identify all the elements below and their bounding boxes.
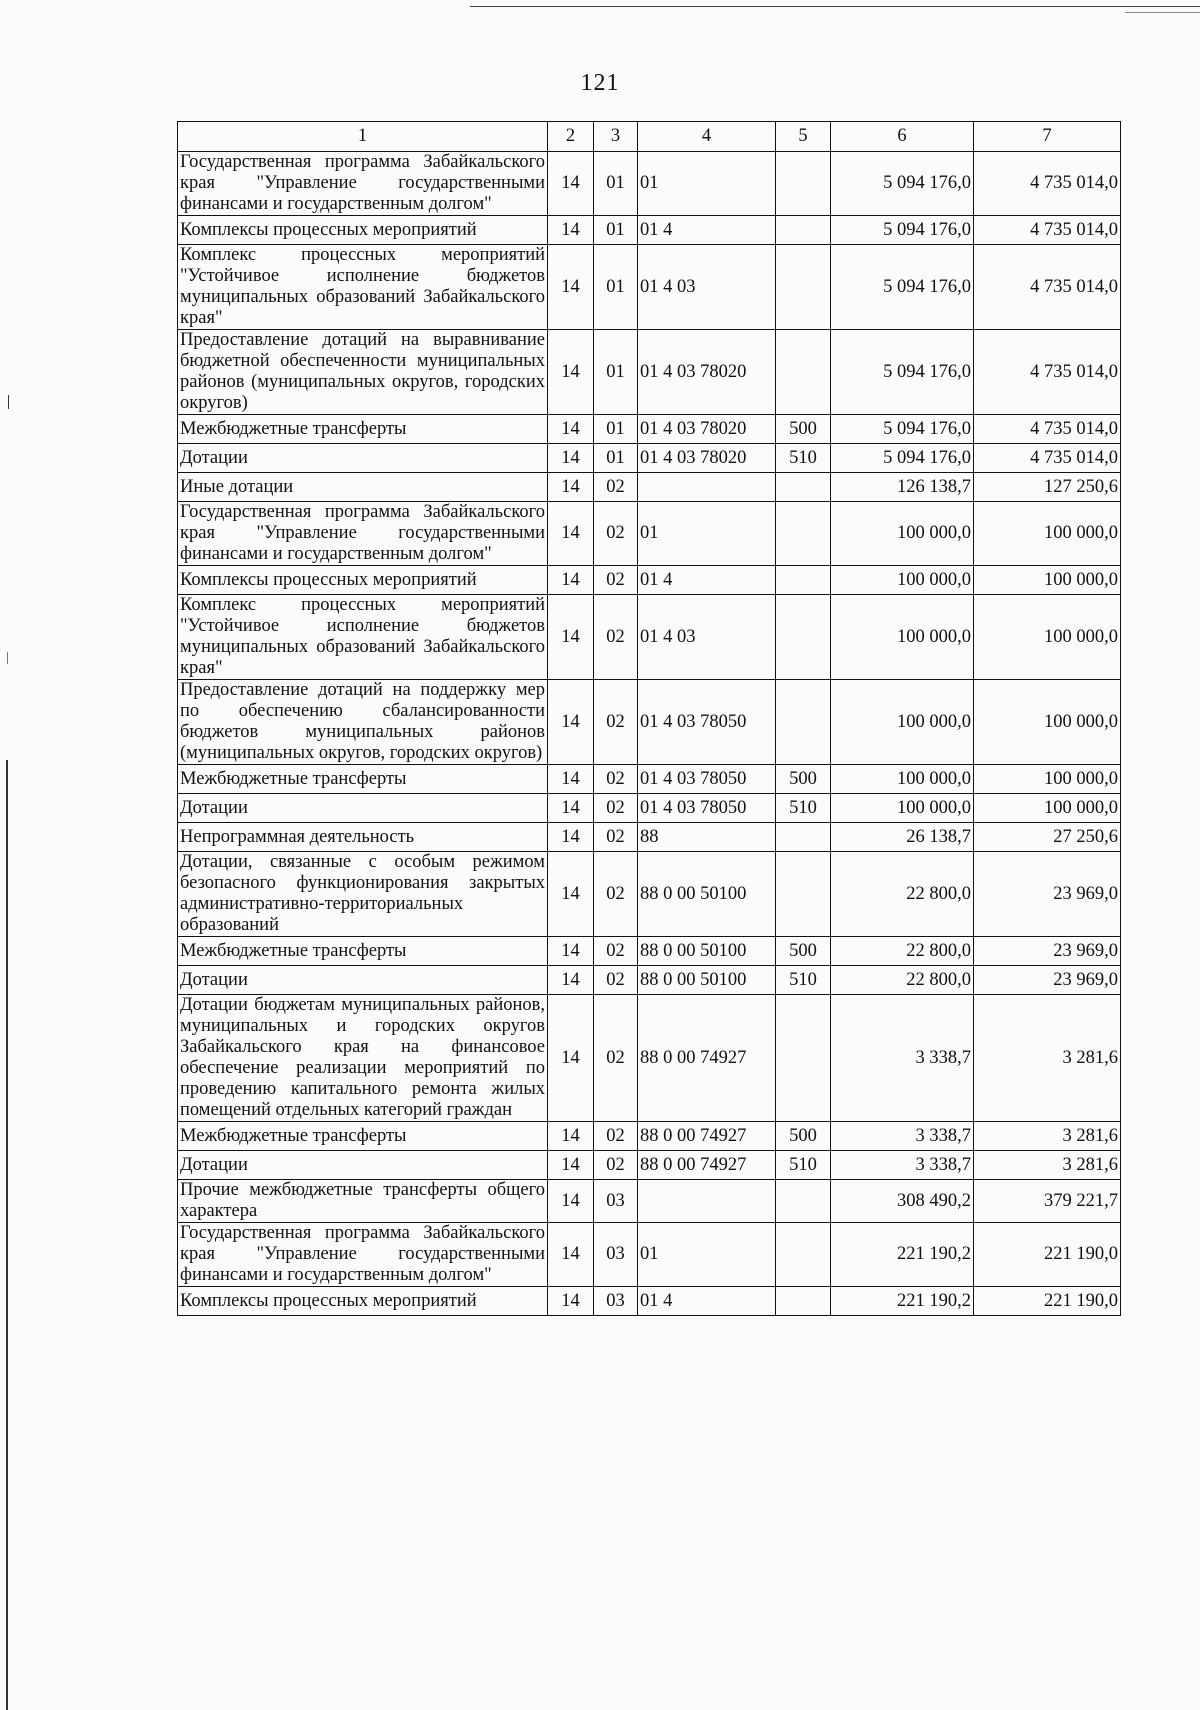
- cell-target-code: 01 4 03 78050: [638, 765, 776, 794]
- cell-amount-year1: 100 000,0: [831, 502, 974, 566]
- cell-section: 14: [548, 794, 594, 823]
- cell-section: 14: [548, 937, 594, 966]
- cell-target-code: 01: [638, 152, 776, 216]
- table-row: [178, 680, 1121, 765]
- cell-amount-year2: 100 000,0: [974, 595, 1121, 680]
- cell-expense-type: [776, 502, 831, 566]
- cell-expense-type: [776, 1287, 831, 1316]
- cell-target-code: 01 4 03: [638, 245, 776, 330]
- cell-amount-year1: 3 338,7: [831, 995, 974, 1122]
- cell-subsection: 02: [594, 995, 638, 1122]
- cell-target-code: 01 4: [638, 566, 776, 595]
- table-row: [178, 444, 1121, 473]
- table-row: [178, 566, 1121, 595]
- cell-amount-year2: 3 281,6: [974, 1151, 1121, 1180]
- cell-amount-year2: 100 000,0: [974, 765, 1121, 794]
- cell-amount-year2: 4 735 014,0: [974, 415, 1121, 444]
- cell-subsection: 01: [594, 330, 638, 415]
- cell-name: Межбюджетные трансферты: [178, 937, 548, 966]
- cell-amount-year1: 5 094 176,0: [831, 216, 974, 245]
- cell-expense-type: 510: [776, 794, 831, 823]
- table-row: [178, 1151, 1121, 1180]
- table-row: [178, 1122, 1121, 1151]
- cell-subsection: 02: [594, 966, 638, 995]
- cell-amount-year2: 221 190,0: [974, 1287, 1121, 1316]
- cell-expense-type: [776, 1223, 831, 1287]
- table-row: [178, 415, 1121, 444]
- cell-section: 14: [548, 216, 594, 245]
- cell-amount-year1: 26 138,7: [831, 823, 974, 852]
- left-scan-tick: [7, 652, 8, 664]
- cell-amount-year2: 23 969,0: [974, 852, 1121, 937]
- table-row: [178, 502, 1121, 566]
- cell-amount-year2: 379 221,7: [974, 1180, 1121, 1223]
- cell-section: 14: [548, 765, 594, 794]
- cell-target-code: 01 4 03 78020: [638, 330, 776, 415]
- left-scan-tick: [8, 395, 9, 409]
- header-col-6: 6: [831, 122, 974, 152]
- cell-name: Дотации бюджетам муниципальных районов, муниципальных и городских округов Забайкальского края на финансовое обеспечение реализации мероприятий по проведению капитального ремонта жилых помещений отдельных категорий граждан: [178, 995, 548, 1122]
- header-col-4: 4: [638, 122, 776, 152]
- cell-target-code: 01 4 03 78020: [638, 415, 776, 444]
- cell-amount-year1: 22 800,0: [831, 852, 974, 937]
- cell-subsection: 02: [594, 502, 638, 566]
- cell-amount-year2: 100 000,0: [974, 680, 1121, 765]
- cell-target-code: 88 0 00 74927: [638, 1151, 776, 1180]
- header-col-1: 1: [178, 122, 548, 152]
- cell-subsection: 03: [594, 1223, 638, 1287]
- table-row: [178, 1287, 1121, 1316]
- cell-name: Государственная программа Забайкальского края "Управление государственными финансами и государственным долгом": [178, 152, 548, 216]
- table-row: [178, 823, 1121, 852]
- cell-expense-type: [776, 473, 831, 502]
- header-col-5: 5: [776, 122, 831, 152]
- cell-target-code: 01 4: [638, 1287, 776, 1316]
- cell-amount-year2: 221 190,0: [974, 1223, 1121, 1287]
- cell-name: Иные дотации: [178, 473, 548, 502]
- table-row: [178, 966, 1121, 995]
- cell-name: Предоставление дотаций на поддержку мер по обеспечению сбалансированности бюджетов муниципальных районов (муниципальных округов, городских округов): [178, 680, 548, 765]
- cell-section: 14: [548, 1287, 594, 1316]
- cell-expense-type: 500: [776, 1122, 831, 1151]
- cell-amount-year2: 100 000,0: [974, 502, 1121, 566]
- table-row: [178, 330, 1121, 415]
- header-col-2: 2: [548, 122, 594, 152]
- cell-section: 14: [548, 1151, 594, 1180]
- table-row: [178, 852, 1121, 937]
- cell-section: 14: [548, 1122, 594, 1151]
- cell-expense-type: 510: [776, 966, 831, 995]
- cell-section: 14: [548, 1180, 594, 1223]
- cell-section: 14: [548, 444, 594, 473]
- cell-expense-type: [776, 680, 831, 765]
- table-row: [178, 794, 1121, 823]
- cell-amount-year1: 3 338,7: [831, 1122, 974, 1151]
- cell-target-code: 01 4: [638, 216, 776, 245]
- cell-subsection: 01: [594, 444, 638, 473]
- cell-section: 14: [548, 1223, 594, 1287]
- cell-target-code: 01 4 03 78050: [638, 680, 776, 765]
- cell-target-code: 88 0 00 50100: [638, 852, 776, 937]
- cell-amount-year2: 23 969,0: [974, 966, 1121, 995]
- cell-expense-type: [776, 566, 831, 595]
- cell-name: Государственная программа Забайкальского края "Управление государственными финансами и государственным долгом": [178, 1223, 548, 1287]
- cell-name: Комплекс процессных мероприятий "Устойчивое исполнение бюджетов муниципальных образований Забайкальского края": [178, 245, 548, 330]
- cell-subsection: 02: [594, 765, 638, 794]
- cell-section: 14: [548, 852, 594, 937]
- cell-expense-type: 500: [776, 415, 831, 444]
- cell-expense-type: [776, 216, 831, 245]
- cell-expense-type: [776, 995, 831, 1122]
- cell-section: 14: [548, 330, 594, 415]
- cell-amount-year1: 100 000,0: [831, 765, 974, 794]
- cell-name: Дотации: [178, 1151, 548, 1180]
- cell-expense-type: [776, 1180, 831, 1223]
- cell-amount-year2: 3 281,6: [974, 1122, 1121, 1151]
- table-header-row: [178, 122, 1121, 152]
- cell-target-code: 01: [638, 502, 776, 566]
- cell-target-code: 01 4 03 78050: [638, 794, 776, 823]
- cell-expense-type: [776, 152, 831, 216]
- cell-amount-year1: 5 094 176,0: [831, 444, 974, 473]
- cell-expense-type: [776, 245, 831, 330]
- cell-section: 14: [548, 966, 594, 995]
- table-row: [178, 765, 1121, 794]
- cell-target-code: 88 0 00 50100: [638, 937, 776, 966]
- cell-target-code: 88 0 00 50100: [638, 966, 776, 995]
- cell-name: Межбюджетные трансферты: [178, 765, 548, 794]
- cell-expense-type: [776, 823, 831, 852]
- cell-subsection: 01: [594, 415, 638, 444]
- cell-target-code: 88 0 00 74927: [638, 1122, 776, 1151]
- cell-section: 14: [548, 245, 594, 330]
- cell-amount-year2: 4 735 014,0: [974, 216, 1121, 245]
- cell-amount-year2: 4 735 014,0: [974, 245, 1121, 330]
- cell-expense-type: [776, 595, 831, 680]
- cell-subsection: 01: [594, 216, 638, 245]
- cell-subsection: 02: [594, 794, 638, 823]
- cell-expense-type: [776, 852, 831, 937]
- cell-amount-year1: 221 190,2: [831, 1287, 974, 1316]
- cell-name: Межбюджетные трансферты: [178, 1122, 548, 1151]
- cell-amount-year1: 100 000,0: [831, 595, 974, 680]
- cell-amount-year1: 221 190,2: [831, 1223, 974, 1287]
- cell-target-code: 01 4 03: [638, 595, 776, 680]
- cell-subsection: 03: [594, 1287, 638, 1316]
- top-scan-rule: [470, 6, 1200, 7]
- cell-expense-type: 500: [776, 765, 831, 794]
- table-row: [178, 1223, 1121, 1287]
- left-scan-mark: [6, 760, 8, 1710]
- cell-name: Предоставление дотаций на выравнивание бюджетной обеспеченности муниципальных районов (муниципальных округов, городских округов): [178, 330, 548, 415]
- cell-amount-year2: 4 735 014,0: [974, 152, 1121, 216]
- cell-amount-year2: 27 250,6: [974, 823, 1121, 852]
- cell-name: Дотации: [178, 794, 548, 823]
- cell-subsection: 03: [594, 1180, 638, 1223]
- cell-amount-year2: 3 281,6: [974, 995, 1121, 1122]
- table-row: [178, 245, 1121, 330]
- cell-amount-year1: 22 800,0: [831, 966, 974, 995]
- cell-amount-year1: 308 490,2: [831, 1180, 974, 1223]
- cell-amount-year2: 127 250,6: [974, 473, 1121, 502]
- cell-subsection: 02: [594, 852, 638, 937]
- cell-expense-type: 510: [776, 444, 831, 473]
- table-row: [178, 937, 1121, 966]
- cell-amount-year1: 5 094 176,0: [831, 152, 974, 216]
- cell-subsection: 02: [594, 823, 638, 852]
- table-row: [178, 473, 1121, 502]
- cell-target-code: 01: [638, 1223, 776, 1287]
- cell-section: 14: [548, 473, 594, 502]
- cell-name: Межбюджетные трансферты: [178, 415, 548, 444]
- cell-name: Непрограммная деятельность: [178, 823, 548, 852]
- cell-amount-year1: 5 094 176,0: [831, 245, 974, 330]
- cell-name: Дотации: [178, 444, 548, 473]
- cell-subsection: 01: [594, 152, 638, 216]
- cell-amount-year1: 5 094 176,0: [831, 415, 974, 444]
- cell-subsection: 02: [594, 595, 638, 680]
- cell-section: 14: [548, 595, 594, 680]
- header-col-7: 7: [974, 122, 1121, 152]
- cell-target-code: [638, 473, 776, 502]
- table-row: [178, 216, 1121, 245]
- cell-section: 14: [548, 823, 594, 852]
- cell-target-code: [638, 1180, 776, 1223]
- cell-expense-type: 500: [776, 937, 831, 966]
- header-col-3: 3: [594, 122, 638, 152]
- table-body: [178, 152, 1121, 1316]
- cell-expense-type: 510: [776, 1151, 831, 1180]
- table-row: [178, 1180, 1121, 1223]
- cell-amount-year1: 100 000,0: [831, 680, 974, 765]
- cell-subsection: 01: [594, 245, 638, 330]
- cell-subsection: 02: [594, 1122, 638, 1151]
- cell-name: Комплекс процессных мероприятий "Устойчивое исполнение бюджетов муниципальных образований Забайкальского края": [178, 595, 548, 680]
- cell-amount-year1: 3 338,7: [831, 1151, 974, 1180]
- cell-amount-year2: 4 735 014,0: [974, 444, 1121, 473]
- cell-amount-year1: 126 138,7: [831, 473, 974, 502]
- page-number: 121: [580, 70, 620, 96]
- cell-subsection: 02: [594, 680, 638, 765]
- cell-expense-type: [776, 330, 831, 415]
- cell-amount-year1: 22 800,0: [831, 937, 974, 966]
- cell-subsection: 02: [594, 1151, 638, 1180]
- budget-table: [177, 121, 1121, 1316]
- cell-subsection: 02: [594, 566, 638, 595]
- table-row: [178, 595, 1121, 680]
- cell-amount-year2: 100 000,0: [974, 794, 1121, 823]
- cell-section: 14: [548, 566, 594, 595]
- cell-name: Прочие межбюджетные трансферты общего характера: [178, 1180, 548, 1223]
- cell-target-code: 88: [638, 823, 776, 852]
- cell-amount-year1: 100 000,0: [831, 794, 974, 823]
- cell-name: Комплексы процессных мероприятий: [178, 1287, 548, 1316]
- cell-subsection: 02: [594, 473, 638, 502]
- table-row: [178, 152, 1121, 216]
- cell-section: 14: [548, 995, 594, 1122]
- cell-target-code: 88 0 00 74927: [638, 995, 776, 1122]
- cell-amount-year2: 100 000,0: [974, 566, 1121, 595]
- cell-name: Комплексы процессных мероприятий: [178, 566, 548, 595]
- cell-subsection: 02: [594, 937, 638, 966]
- cell-name: Комплексы процессных мероприятий: [178, 216, 548, 245]
- cell-section: 14: [548, 680, 594, 765]
- cell-amount-year1: 100 000,0: [831, 566, 974, 595]
- top-scan-rule-short: [1125, 12, 1200, 13]
- cell-name: Дотации, связанные с особым режимом безопасного функционирования закрытых административно-территориальных образований: [178, 852, 548, 937]
- cell-section: 14: [548, 502, 594, 566]
- cell-section: 14: [548, 152, 594, 216]
- cell-name: Государственная программа Забайкальского края "Управление государственными финансами и государственным долгом": [178, 502, 548, 566]
- cell-name: Дотации: [178, 966, 548, 995]
- cell-amount-year2: 23 969,0: [974, 937, 1121, 966]
- cell-target-code: 01 4 03 78020: [638, 444, 776, 473]
- cell-amount-year1: 5 094 176,0: [831, 330, 974, 415]
- table-row: [178, 995, 1121, 1122]
- cell-amount-year2: 4 735 014,0: [974, 330, 1121, 415]
- cell-section: 14: [548, 415, 594, 444]
